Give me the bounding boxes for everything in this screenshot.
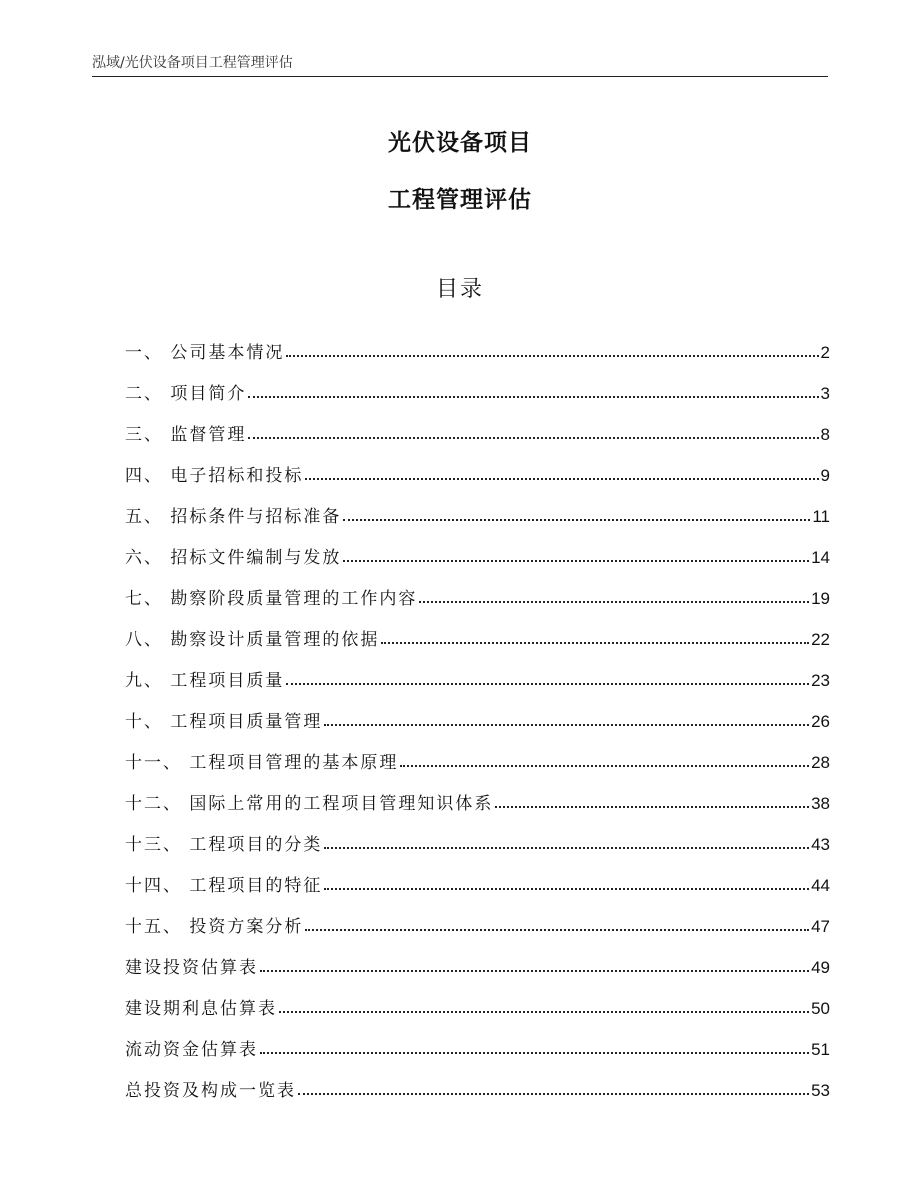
toc-entry-page-number: 28 [811,753,830,772]
toc-leader-dots [260,970,809,972]
toc-entry[interactable] [125,732,830,773]
toc-entry-label: 七、 勘察阶段质量管理的工作内容 [125,589,418,609]
toc-leader-dots [324,724,809,726]
table-of-contents [125,322,830,1101]
toc-entry[interactable] [125,814,830,855]
toc-leader-dots [298,1093,809,1095]
toc-entry-label: 一、 公司基本情况 [125,343,285,363]
toc-entry-label: 五、 招标条件与招标准备 [125,507,342,527]
toc-entry[interactable] [125,650,830,691]
toc-entry-label: 九、 工程项目质量 [125,671,285,691]
toc-entry-page-number: 49 [811,958,830,977]
toc-entry-page-number: 26 [811,712,830,731]
toc-entry-label: 总投资及构成一览表 [125,1081,296,1101]
toc-entry-label: 建设投资估算表 [125,958,258,978]
toc-entry-label: 六、 招标文件编制与发放 [125,548,342,568]
toc-leader-dots [286,355,818,357]
toc-entry[interactable] [125,978,830,1019]
toc-entry[interactable] [125,445,830,486]
toc-leader-dots [248,437,818,439]
toc-entry-page-number: 43 [811,835,830,854]
toc-entry[interactable] [125,527,830,568]
toc-entry-page-number: 44 [811,876,830,895]
toc-entry-page-number: 50 [811,999,830,1018]
toc-entry[interactable] [125,896,830,937]
toc-entry[interactable] [125,1019,830,1060]
toc-leader-dots [305,478,818,480]
toc-leader-dots [324,847,809,849]
toc-entry-page-number: 9 [820,466,830,485]
toc-entry-page-number: 8 [820,425,830,444]
toc-entry-label: 三、 监督管理 [125,425,247,445]
toc-leader-dots [305,929,809,931]
toc-entry-label: 流动资金估算表 [125,1040,258,1060]
document-title-line-2: 工程管理评估 [388,187,532,213]
toc-leader-dots [279,1011,809,1013]
toc-entry-label: 十五、 投资方案分析 [125,917,304,937]
toc-entry[interactable] [125,609,830,650]
toc-entry-label: 建设期利息估算表 [125,999,277,1019]
toc-entry[interactable] [125,363,830,404]
toc-entry-label: 四、 电子招标和投标 [125,466,304,486]
toc-heading: 目录 [435,277,484,302]
toc-entry-page-number: 53 [811,1081,830,1100]
toc-leader-dots [260,1052,809,1054]
toc-leader-dots [419,601,809,603]
toc-entry[interactable] [125,1060,830,1101]
toc-entry-page-number: 47 [811,917,830,936]
toc-leader-dots [324,888,809,890]
header-rule [92,76,828,77]
document-title-line-1: 光伏设备项目 [388,130,532,156]
toc-leader-dots [381,642,809,644]
toc-leader-dots [286,683,809,685]
toc-leader-dots [343,560,809,562]
toc-entry-page-number: 14 [811,548,830,567]
toc-entry[interactable] [125,937,830,978]
toc-entry-label: 八、 勘察设计质量管理的依据 [125,630,380,650]
toc-entry-page-number: 2 [820,343,830,362]
toc-entry-page-number: 3 [820,384,830,403]
toc-entry-page-number: 38 [811,794,830,813]
toc-leader-dots [400,765,809,767]
toc-entry-label: 十二、 国际上常用的工程项目管理知识体系 [125,794,494,814]
toc-entry-label: 十三、 工程项目的分类 [125,835,323,855]
toc-entry[interactable] [125,568,830,609]
toc-entry-page-number: 51 [811,1040,830,1059]
running-header: 泓域/光伏设备项目工程管理评估 [92,55,293,71]
toc-entry-page-number: 22 [811,630,830,649]
toc-entry-page-number: 23 [811,671,830,690]
toc-entry-page-number: 11 [812,507,830,526]
toc-entry-page-number: 19 [811,589,830,608]
toc-entry[interactable] [125,404,830,445]
toc-entry[interactable] [125,855,830,896]
toc-leader-dots [343,519,810,521]
toc-entry[interactable] [125,773,830,814]
toc-entry-label: 二、 项目简介 [125,384,247,404]
toc-leader-dots [495,806,809,808]
toc-entry-label: 十四、 工程项目的特征 [125,876,323,896]
toc-entry[interactable] [125,691,830,732]
toc-entry-label: 十、 工程项目质量管理 [125,712,323,732]
toc-leader-dots [248,396,818,398]
toc-entry-label: 十一、 工程项目管理的基本原理 [125,753,399,773]
toc-entry[interactable] [125,322,830,363]
toc-entry[interactable] [125,486,830,527]
